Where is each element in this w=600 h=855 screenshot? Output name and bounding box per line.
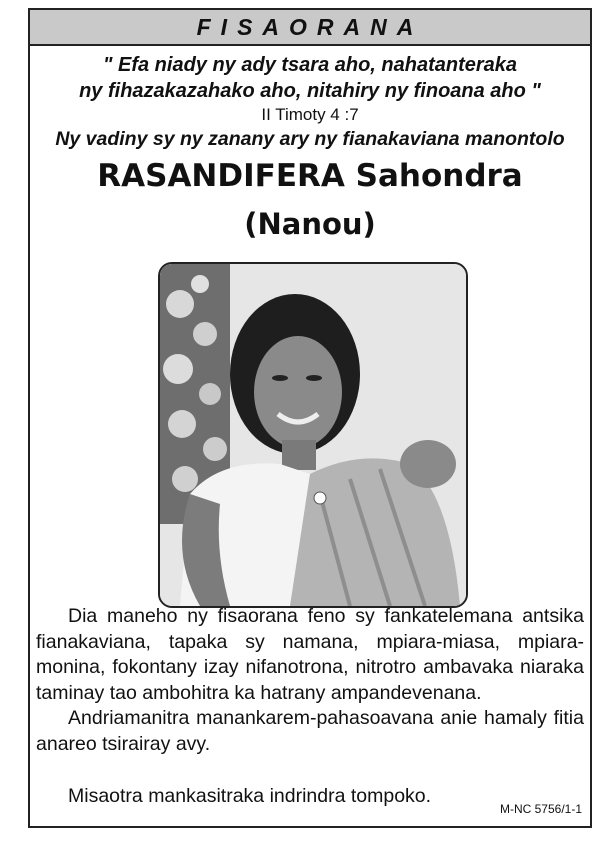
quote-line-2: ny fihazakazahako aho, nitahiry ny finoana aho " xyxy=(79,80,541,102)
bible-quote xyxy=(30,52,590,104)
person-nickname: (Nanou) xyxy=(244,207,376,241)
reference-code: M-NC 5756/1-1 xyxy=(499,802,582,816)
message-paragraph-2: Andriamanitra manankarem-pahasoavana anie hamaly fitia anareo tsirairay avy. xyxy=(36,707,584,755)
thanks-line: Misaotra mankasitraka indrindra tompoko. xyxy=(68,785,432,807)
person-name: RASANDIFERA Sahondra xyxy=(97,158,523,194)
header-title: FISAORANA xyxy=(196,13,424,40)
quote-reference: II Timoty 4 :7 xyxy=(261,105,359,124)
notice-frame xyxy=(28,8,592,828)
quote-line-1: " Efa niady ny ady tsara aho, nahatanteraka xyxy=(102,54,518,76)
portrait-photo xyxy=(158,262,468,608)
header-bar xyxy=(30,10,590,46)
message-paragraph-1: Dia maneho ny fisaorana feno sy fankatelemana antsika fianakaviana, tapaka sy namana, mpiara-miasa, mpiara-monina, fokontany izay nifanotrona, nitrotro ambavaka niaraka taminay tao ambohitra ka hatrany ampandevenana. xyxy=(36,605,584,704)
intro-text: Ny vadiny sy ny zanany ary ny fianakaviana manontolo xyxy=(55,128,565,150)
message-body xyxy=(36,604,584,757)
